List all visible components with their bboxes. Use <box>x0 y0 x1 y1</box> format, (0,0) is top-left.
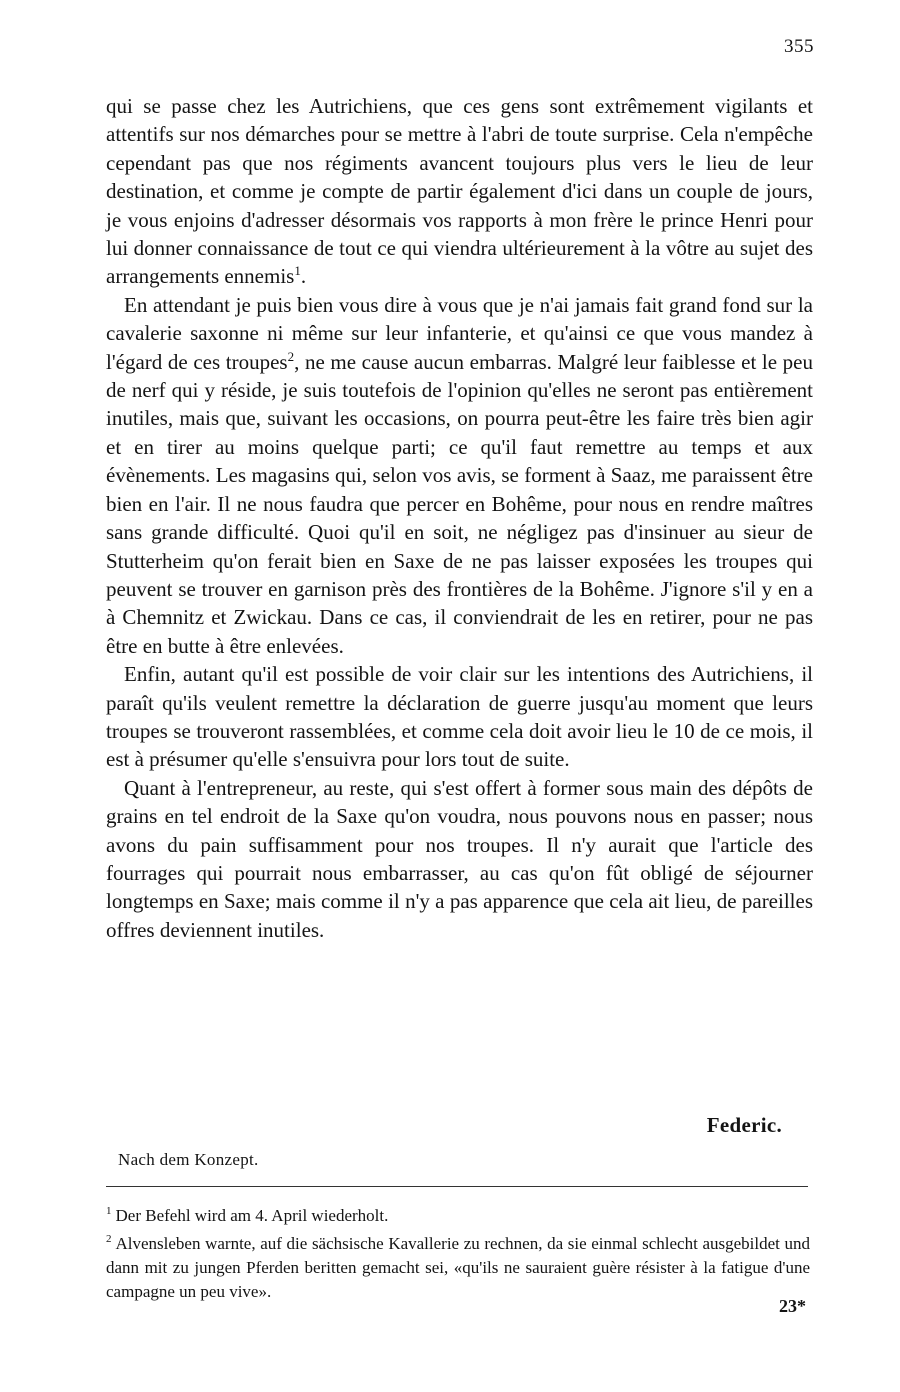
footnote-1-text: Der Befehl wird am 4. April wiederholt. <box>115 1206 389 1225</box>
paragraph-1 <box>106 92 813 291</box>
footnotes <box>106 1204 810 1308</box>
paragraph-4-text: Quant à l'entrepreneur, au reste, qui s'est offert à former sous main des dépôts de grains en tel endroit de la Saxe qu'on voudra, nous pouvons nous en passer; nous avons du pain suffisamment pour nos troupes. Il n'y aurait que l'article des fourrages qui pourrait nous embarrasser, au cas qu'on fût obligé de séjourner longtemps en Saxe; mais comme il n'y a pas apparence que cela ait lieu, de pareilles offres deviennent inutiles. <box>106 775 813 942</box>
letter-body <box>106 92 813 944</box>
footnote-ref-2: 2 <box>287 348 295 364</box>
printer-signature-mark: 23* <box>779 1296 806 1316</box>
paragraph-2-text: En attendant je puis bien vous dire à vous que je n'ai jamais fait grand fond sur la cavalerie saxonne ni même sur leur infanterie, et qu'ainsi ce que vous mandez à l'égard de ces troupes <box>106 292 813 374</box>
signature: Federic. <box>706 1113 782 1137</box>
paragraph-1-end: . <box>300 264 307 289</box>
paragraph-2 <box>106 291 813 660</box>
paragraph-3-text: Enfin, autant qu'il est possible de voir clair sur les intentions des Autrichiens, il paraît qu'ils veulent remettre la déclaration de guerre jusqu'au moment que leurs troupes se trouveront rassemblées, et comme cela doit avoir lieu le 10 de ce mois, il est à présumer qu'elle s'ensuivra pour lors tout de suite. <box>106 662 813 772</box>
footnote-2 <box>106 1232 810 1304</box>
footnote-2-text: Alvensleben warnte, auf die sächsische Kavallerie zu rechnen, da sie einmal schlecht ausgebildet und dann mit zu jungen Pferden beritten gemacht sei, «qu'ils ne sauraient guère résister à la fatigue d'une campagne un peu vive». <box>106 1234 810 1301</box>
paragraph-1-text: qui se passe chez les Autrichiens, que ces gens sont extrêmement vigilants et attentifs sur nos démarches pour se mettre à l'abri de toute surprise. Cela n'empêche cependant pas que nos régiments avancent toujours plus vers le lieu de leur destination, et comme je compte de partir également d'ici dans un couple de jours, je vous enjoins d'adresser désormais vos rapports à mon frère le prince Henri pour lui donner connaissance de tout ce qui viendra ultérieurement à la vôtre au sujet des arrangements ennemis <box>106 94 813 289</box>
paragraph-3 <box>106 660 813 774</box>
footnote-ref-1: 1 <box>294 263 301 279</box>
footnote-divider <box>106 1186 808 1187</box>
footnote-1-mark: 1 <box>106 1205 112 1218</box>
page-number: 355 <box>784 36 814 57</box>
paragraph-2-end: , ne me cause aucun embarras. Malgré leur faiblesse et le peu de nerf qui y réside, je suis toutefois de l'opinion qu'elles ne seront pas entièrement inutiles, mais que, suivant les occasions, on pourra peut-être les faire très bien agir et en tirer au moins quelque parti; ce qu'il faut remettre au temps et aux évènements. Les magasins qui, selon vos avis, se forment à Saaz, me paraissent être bien en l'air. Il ne nous faudra que percer en Bohême, pour nous en rendre maîtres sans grande difficulté. Quoi qu'il en soit, ne négligez pas d'insinuer au sieur de Stutterheim qu'on ferait bien en Saxe de ne pas laisser exposées les troupes qui peuvent se trouver en garnison près des frontières de la Bohême. J'ignore s'il y en a à Chemnitz et Zwickau. Dans ce cas, il conviendrait de les en retirer, pour ne pas être en butte à être enlevées. <box>106 349 813 658</box>
footnote-2-mark: 2 <box>106 1233 112 1246</box>
footnote-1 <box>106 1204 810 1228</box>
paragraph-4 <box>106 774 813 944</box>
source-note: Nach dem Konzept. <box>118 1150 259 1169</box>
